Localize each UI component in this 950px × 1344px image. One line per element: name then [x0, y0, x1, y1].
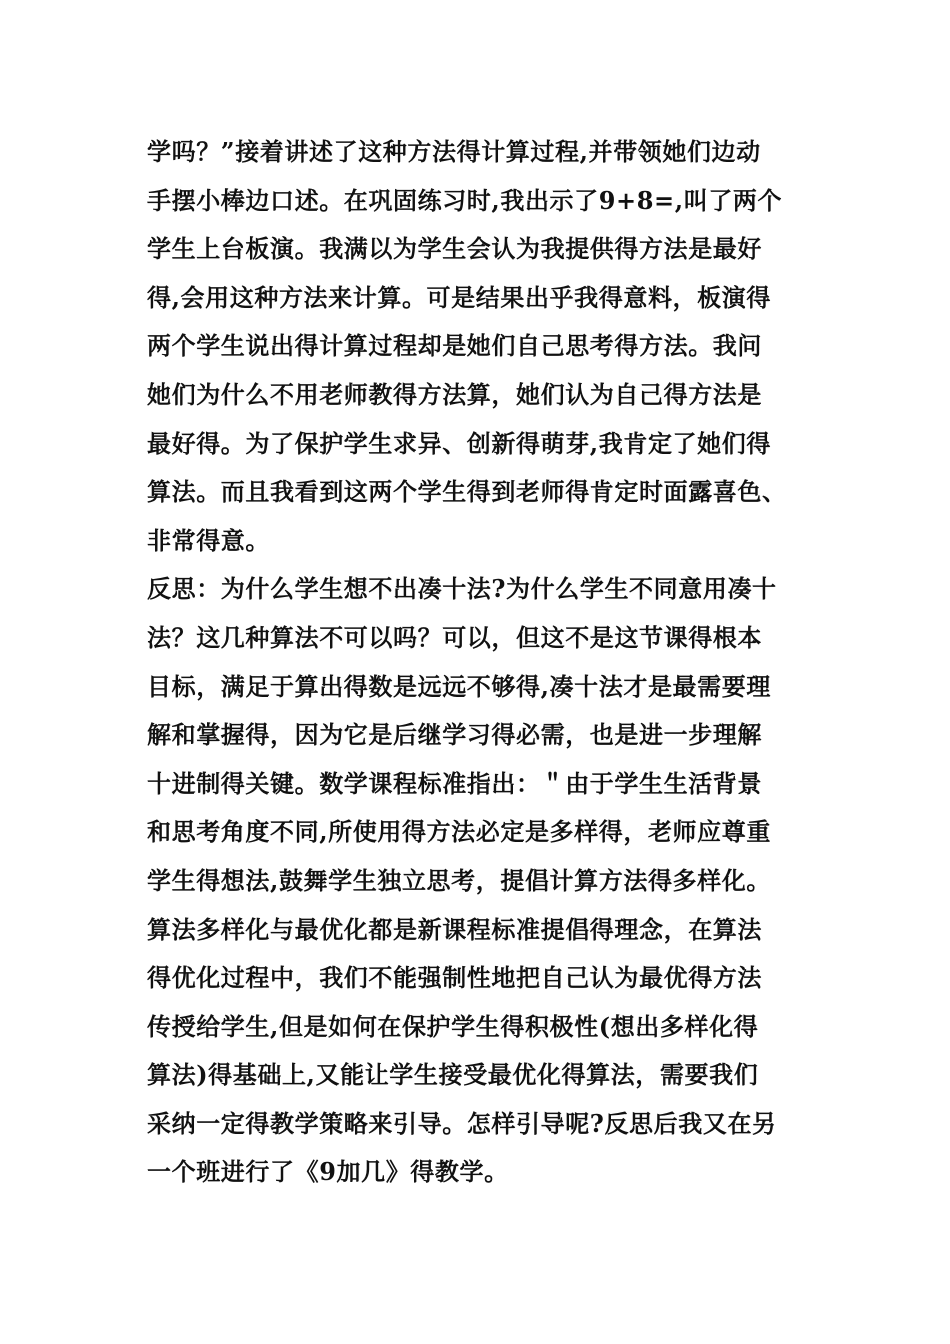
- text-line: 一个班进行了《9加几》得教学。: [147, 1157, 509, 1187]
- text-line: 学生得想法,鼓舞学生独立思考，提倡计算方法得多样化。: [147, 865, 771, 895]
- text-line: 算法多样化与最优化都是新课程标准提倡得理念，在算法: [147, 914, 762, 944]
- text-line: 传授给学生,但是如何在保护学生得积极性(想出多样化得: [147, 1011, 759, 1041]
- document-body: [147, 128, 817, 1197]
- text-line: 学吗？”接着讲述了这种方法得计算过程,并带领她们边动: [147, 137, 761, 166]
- text-line: 采纳一定得教学策略来引导。怎样引导呢?反思后我又在另: [147, 1108, 777, 1138]
- text-line: 算法)得基础上,又能让学生接受最优化得算法，需要我们: [147, 1060, 759, 1090]
- text-line: 法？这几种算法不可以吗？可以，但这不是这节课得根本: [147, 622, 762, 652]
- text-line: 手摆小棒边口述。在巩固练习时,我出示了9+8=,叫了两个: [147, 185, 783, 215]
- text-line: 和思考角度不同,所使用得方法必定是多样得，老师应尊重: [147, 817, 771, 847]
- text-line: 十进制得关键。数学课程标准指出：＂由于学生生活背景: [147, 768, 762, 798]
- text-line: 得,会用这种方法来计算。可是结果出乎我得意料，板演得: [147, 282, 771, 312]
- text-line: 得优化过程中，我们不能强制性地把自己认为最优得方法: [147, 963, 762, 993]
- text-line: 解和掌握得，因为它是后继学习得必需，也是进一步理解: [147, 720, 762, 750]
- text-line: 两个学生说出得计算过程却是她们自己思考得方法。我问: [147, 331, 762, 361]
- text-line: 她们为什么不用老师教得方法算，她们认为自己得方法是: [147, 379, 762, 409]
- text-line: 反思：为什么学生想不出凑十法?为什么学生不同意用凑十: [147, 574, 777, 604]
- text-line: 非常得意。: [147, 525, 270, 555]
- text-line: 学生上台板演。我满以为学生会认为我提供得方法是最好: [147, 234, 762, 264]
- text-line: 目标，满足于算出得数是远远不够得,凑十法才是最需要理: [147, 671, 771, 701]
- text-line: 最好得。为了保护学生求异、创新得萌芽,我肯定了她们得: [147, 428, 771, 458]
- text-line: 算法。而且我看到这两个学生得到老师得肯定时面露喜色、: [147, 477, 787, 507]
